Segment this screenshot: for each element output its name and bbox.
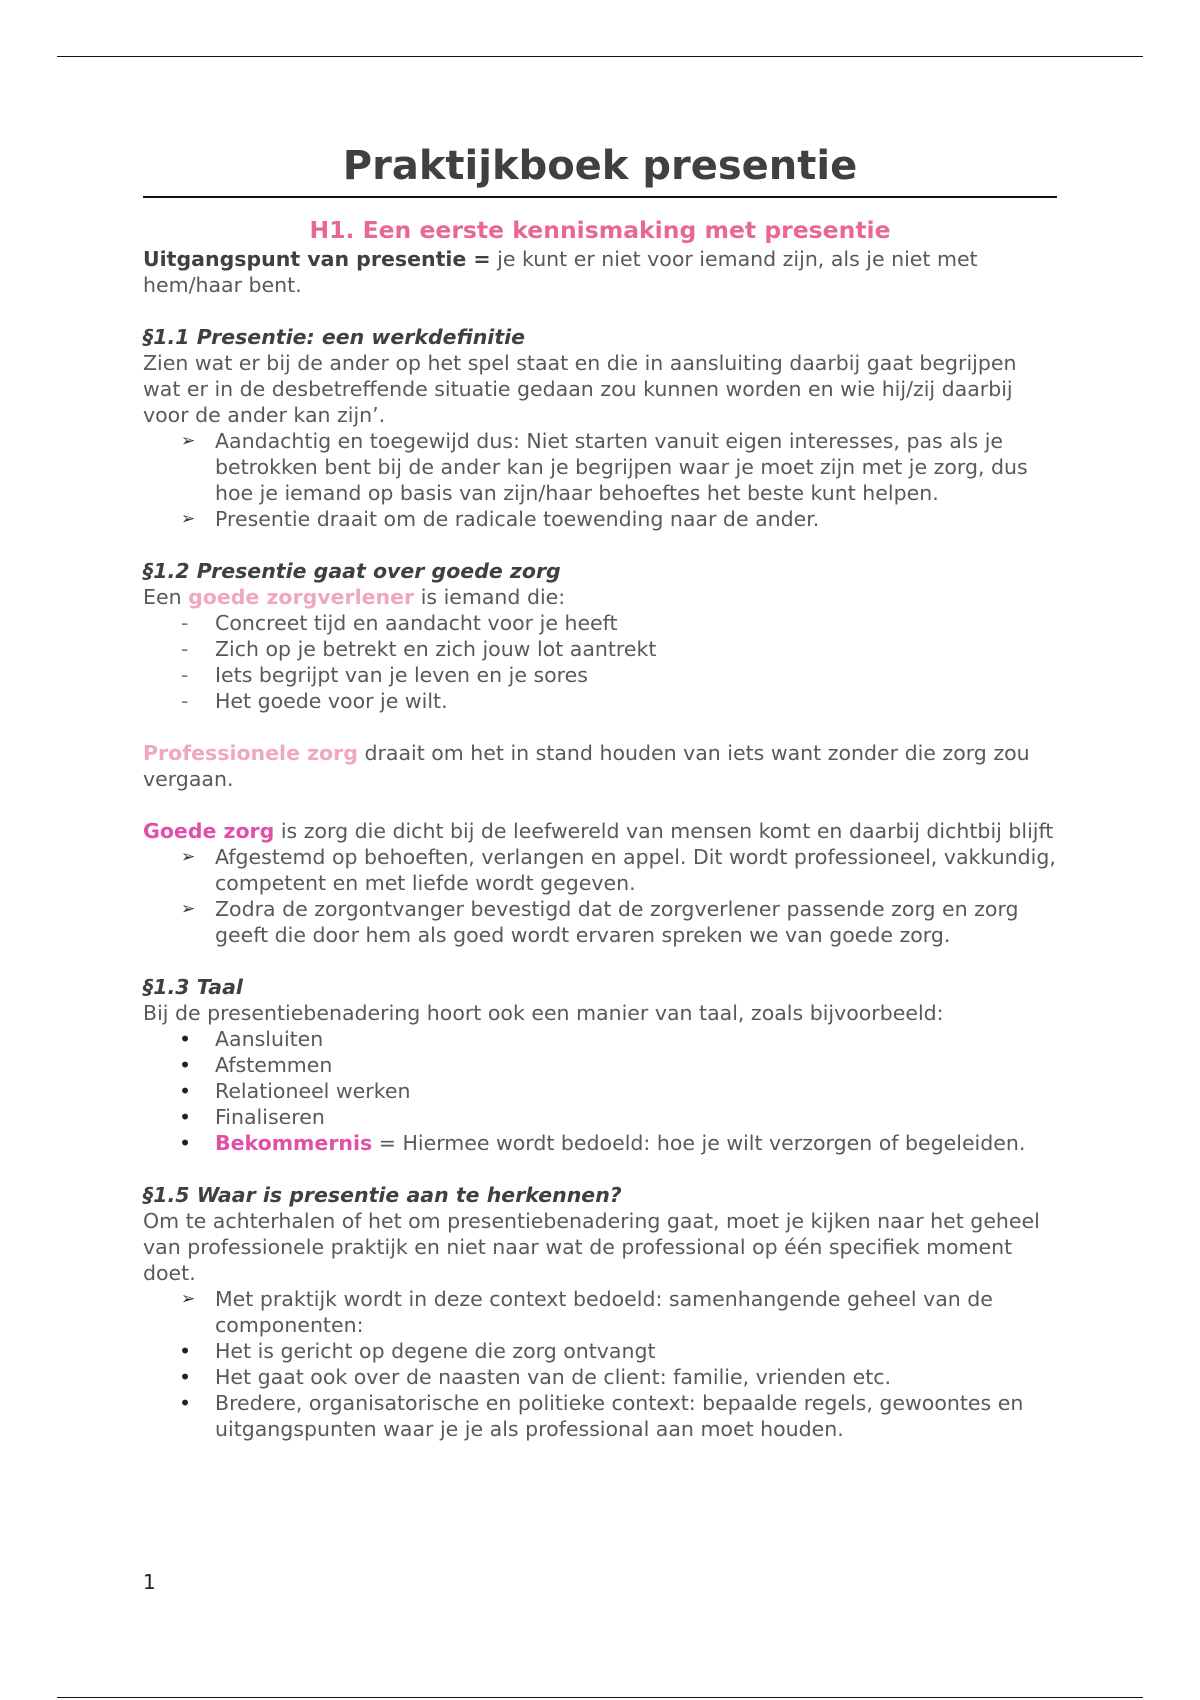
footer-rule bbox=[57, 1697, 1143, 1698]
section-1-2-dash-list bbox=[143, 610, 1057, 714]
dash-bullet-icon: - bbox=[181, 689, 189, 713]
list-item bbox=[143, 1078, 1057, 1104]
list-item-text: Aandachtig en toegewijd dus: Niet starten vanuit eigen interesses, pas als je betrokken bent bij de ander kan je begrijpen waar je moet zijn met je zorg, dus hoe je iemand op basis van zijn/haar behoeftes het beste kunt helpen. bbox=[215, 429, 1028, 505]
list-item bbox=[143, 1390, 1057, 1442]
intro-text: je kunt er niet voor iemand zijn, als je niet met hem/haar bent. bbox=[143, 247, 978, 297]
section-1-5-paragraph: Om te achterhalen of het om presentiebenadering gaat, moet je kijken naar het geheel van professionele praktijk en niet naar wat de professional op één specifiek moment doet. bbox=[143, 1209, 1040, 1285]
section-1-2-intro bbox=[143, 584, 1057, 610]
dot-bullet-icon: • bbox=[179, 1391, 192, 1415]
intro-post: is iemand die: bbox=[414, 585, 566, 609]
list-item bbox=[143, 688, 1057, 714]
list-item bbox=[143, 1104, 1057, 1130]
list-item bbox=[143, 1286, 1057, 1338]
term-bekommernis: Bekommernis bbox=[215, 1131, 373, 1155]
list-item-text: Concreet tijd en aandacht voor je heeft bbox=[215, 611, 618, 635]
chapter-title: H1. Een eerste kennismaking met presentie bbox=[309, 216, 891, 244]
dot-bullet-icon: • bbox=[179, 1365, 192, 1389]
list-item bbox=[143, 1052, 1057, 1078]
list-item bbox=[143, 1338, 1057, 1364]
section-1-2-heading: §1.2 Presentie gaat over goede zorg bbox=[143, 559, 561, 583]
dot-bullet-icon: • bbox=[179, 1027, 192, 1051]
list-item bbox=[143, 662, 1057, 688]
arrow-bullet-icon: ➢ bbox=[181, 509, 196, 529]
list-item bbox=[143, 636, 1057, 662]
header-rule bbox=[57, 56, 1143, 57]
document-page bbox=[143, 138, 1057, 1442]
goede-zorg-text: is zorg die dicht bij de leefwereld van mensen komt en daarbij dichtbij blijft bbox=[274, 819, 1054, 843]
intro-pre: Een bbox=[143, 585, 189, 609]
professionele-zorg-text: draait om het in stand houden van iets want zonder die zorg zou vergaan. bbox=[143, 741, 1030, 791]
list-item-text: Aansluiten bbox=[215, 1027, 324, 1051]
section-1-3-list bbox=[143, 1026, 1057, 1156]
dot-bullet-icon: • bbox=[179, 1131, 192, 1155]
intro-term: Uitgangspunt van presentie = bbox=[143, 247, 491, 271]
term-goede-zorgverlener: goede zorgverlener bbox=[188, 585, 415, 609]
intro-paragraph bbox=[143, 246, 1057, 298]
section-1-1-paragraph: Zien wat er bij de ander op het spel staat en die in aansluiting daarbij gaat begrijpen wat er in de desbetreffende situatie gedaan zou kunnen worden en wie hij/zij daarbij voor de ander kan zijn’. bbox=[143, 351, 1017, 427]
dash-bullet-icon: - bbox=[181, 611, 189, 635]
list-item-text: Het goede voor je wilt. bbox=[215, 689, 448, 713]
list-item-text: Het gaat ook over de naasten van de client: familie, vrienden etc. bbox=[215, 1365, 892, 1389]
list-item-text: Met praktijk wordt in deze context bedoeld: samenhangende geheel van de componenten: bbox=[215, 1287, 993, 1337]
list-item-text: Zich op je betrekt en zich jouw lot aantrekt bbox=[215, 637, 657, 661]
list-item bbox=[143, 1130, 1057, 1156]
list-item bbox=[143, 506, 1057, 532]
list-item-text: = Hiermee wordt bedoeld: hoe je wilt verzorgen of begeleiden. bbox=[372, 1131, 1026, 1155]
list-item-text: Relationeel werken bbox=[215, 1079, 411, 1103]
page-number: 1 bbox=[143, 1570, 156, 1594]
dot-bullet-icon: • bbox=[179, 1079, 192, 1103]
section-1-5-heading: §1.5 Waar is presentie aan te herkennen? bbox=[143, 1183, 622, 1207]
section-1-5-list bbox=[143, 1286, 1057, 1442]
list-item bbox=[143, 428, 1057, 506]
section-1-1-heading: §1.1 Presentie: een werkdefinitie bbox=[143, 325, 526, 349]
goede-zorg-list bbox=[143, 844, 1057, 948]
arrow-bullet-icon: ➢ bbox=[181, 1289, 196, 1309]
document-title: Praktijkboek presentie bbox=[143, 138, 1057, 198]
professionele-zorg-paragraph bbox=[143, 740, 1057, 792]
list-item-text: Zodra de zorgontvanger bevestigd dat de zorgverlener passende zorg en zorg geeft die door hem als goed wordt ervaren spreken we van goede zorg. bbox=[215, 897, 1019, 947]
list-item bbox=[143, 610, 1057, 636]
list-item-text: Afstemmen bbox=[215, 1053, 333, 1077]
term-professionele-zorg: Professionele zorg bbox=[143, 741, 358, 765]
list-item-text: Bredere, organisatorische en politieke context: bepaalde regels, gewoontes en uitgangspunten waar je je als professional aan moet houden. bbox=[215, 1391, 1024, 1441]
dash-bullet-icon: - bbox=[181, 637, 189, 661]
dot-bullet-icon: • bbox=[179, 1339, 192, 1363]
list-item bbox=[143, 1026, 1057, 1052]
goede-zorg-paragraph bbox=[143, 818, 1057, 844]
list-item bbox=[143, 1364, 1057, 1390]
arrow-bullet-icon: ➢ bbox=[181, 847, 196, 867]
list-item-text: Iets begrijpt van je leven en je sores bbox=[215, 663, 588, 687]
list-item-text: Het is gericht op degene die zorg ontvangt bbox=[215, 1339, 656, 1363]
arrow-bullet-icon: ➢ bbox=[181, 899, 196, 919]
list-item-text: Finaliseren bbox=[215, 1105, 325, 1129]
arrow-bullet-icon: ➢ bbox=[181, 431, 196, 451]
term-goede-zorg: Goede zorg bbox=[143, 819, 275, 843]
section-1-3-paragraph: Bij de presentiebenadering hoort ook een manier van taal, zoals bijvoorbeeld: bbox=[143, 1001, 944, 1025]
dot-bullet-icon: • bbox=[179, 1105, 192, 1129]
section-1-1-list bbox=[143, 428, 1057, 532]
list-item-text: Presentie draait om de radicale toewending naar de ander. bbox=[215, 507, 820, 531]
list-item bbox=[143, 896, 1057, 948]
list-item bbox=[143, 844, 1057, 896]
list-item-text: Afgestemd op behoeften, verlangen en appel. Dit wordt professioneel, vakkundig, competent en met liefde wordt gegeven. bbox=[215, 845, 1056, 895]
dot-bullet-icon: • bbox=[179, 1053, 192, 1077]
dash-bullet-icon: - bbox=[181, 663, 189, 687]
section-1-3-heading: §1.3 Taal bbox=[143, 975, 243, 999]
